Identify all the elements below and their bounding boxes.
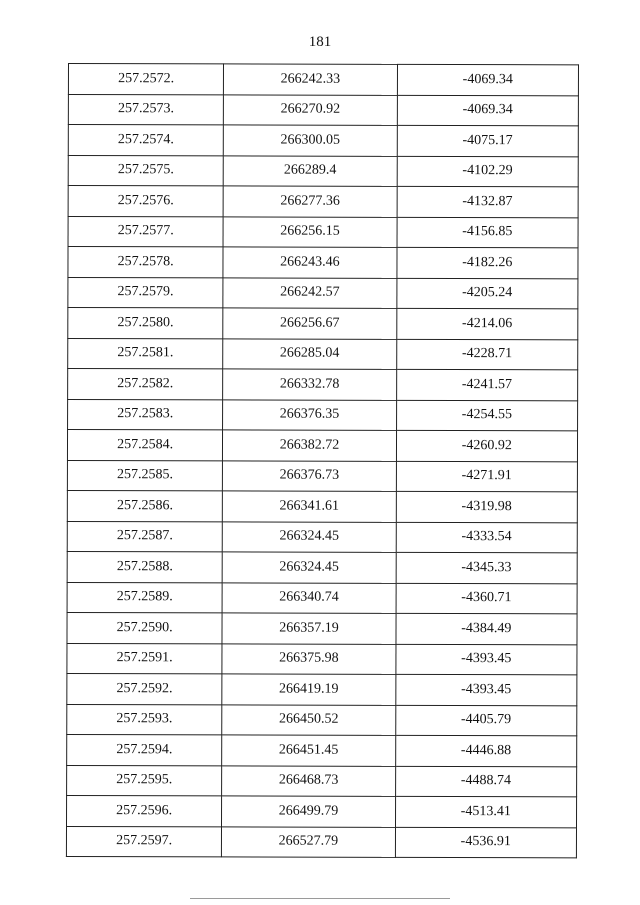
coordinate-table [66,63,579,858]
y-coordinate-cell: -4536.91 [395,827,576,858]
table-row [68,338,578,370]
y-coordinate-cell: -4513.41 [395,796,576,827]
point-id-cell: 257.2579. [68,277,223,308]
x-coordinate-cell: 266375.98 [222,643,395,674]
y-coordinate-cell: -4333.54 [396,522,577,553]
x-coordinate-cell: 266340.74 [222,582,395,613]
table-row [67,460,577,492]
table-row [67,673,577,705]
y-coordinate-cell: -4075.17 [397,125,578,156]
point-id-cell: 257.2583. [68,399,223,430]
x-coordinate-cell: 266376.73 [223,460,396,491]
table-row [67,490,577,522]
table-row [67,582,577,614]
table-row [68,186,578,218]
point-id-cell: 257.2574. [68,125,223,156]
coordinate-table-body [66,64,578,858]
point-id-cell: 257.2590. [67,612,222,643]
table-row [68,369,578,401]
y-coordinate-cell: -4360.71 [396,583,577,614]
bottom-rule [190,898,450,899]
y-coordinate-cell: -4271.91 [396,461,577,492]
table-row [68,308,578,340]
point-id-cell: 257.2576. [68,186,223,217]
x-coordinate-cell: 266376.35 [223,399,396,430]
table-row [68,64,578,96]
x-coordinate-cell: 266242.57 [223,277,396,308]
point-id-cell: 257.2577. [68,216,223,247]
point-id-cell: 257.2575. [68,155,223,186]
point-id-cell: 257.2582. [68,369,223,400]
table-row [68,247,578,279]
x-coordinate-cell: 266382.72 [223,430,396,461]
x-coordinate-cell: 266499.79 [222,796,395,827]
point-id-cell: 257.2573. [68,94,223,125]
point-id-cell: 257.2588. [67,551,222,582]
table-row [67,612,577,644]
point-id-cell: 257.2581. [68,338,223,369]
table-row [67,734,577,766]
y-coordinate-cell: -4069.34 [397,95,578,126]
y-coordinate-cell: -4102.29 [397,156,578,187]
table-row [68,155,578,187]
x-coordinate-cell: 266277.36 [223,186,396,217]
point-id-cell: 257.2572. [68,64,223,95]
y-coordinate-cell: -4182.26 [397,247,578,278]
table-row [67,643,577,675]
y-coordinate-cell: -4241.57 [396,369,577,400]
table-row [67,430,577,462]
y-coordinate-cell: -4228.71 [396,339,577,370]
x-coordinate-cell: 266527.79 [222,826,395,857]
point-id-cell: 257.2594. [67,734,222,765]
table-row [68,277,578,309]
table-row [67,704,577,736]
y-coordinate-cell: -4214.06 [396,308,577,339]
point-id-cell: 257.2585. [67,460,222,491]
x-coordinate-cell: 266324.45 [223,521,396,552]
y-coordinate-cell: -4156.85 [397,217,578,248]
table-row [67,521,577,553]
y-coordinate-cell: -4393.45 [395,674,576,705]
table-row [67,765,577,797]
page-number: 181 [308,34,332,50]
x-coordinate-cell: 266324.45 [222,552,395,583]
point-id-cell: 257.2595. [67,765,222,796]
point-id-cell: 257.2593. [67,704,222,735]
y-coordinate-cell: -4488.74 [395,766,576,797]
point-id-cell: 257.2578. [68,247,223,278]
x-coordinate-cell: 266357.19 [222,613,395,644]
y-coordinate-cell: -4405.79 [395,705,576,736]
y-coordinate-cell: -4069.34 [397,64,578,95]
x-coordinate-cell: 266270.92 [224,94,397,125]
x-coordinate-cell: 266289.4 [223,155,396,186]
y-coordinate-cell: -4254.55 [396,400,577,431]
x-coordinate-cell: 266285.04 [223,338,396,369]
y-coordinate-cell: -4132.87 [397,186,578,217]
table-row [66,826,576,858]
table-row [68,399,578,431]
x-coordinate-cell: 266243.46 [223,247,396,278]
point-id-cell: 257.2586. [67,490,222,521]
y-coordinate-cell: -4384.49 [396,613,577,644]
x-coordinate-cell: 266341.61 [223,491,396,522]
point-id-cell: 257.2596. [67,795,222,826]
x-coordinate-cell: 266451.45 [222,735,395,766]
point-id-cell: 257.2592. [67,673,222,704]
x-coordinate-cell: 266256.67 [223,308,396,339]
x-coordinate-cell: 266468.73 [222,765,395,796]
x-coordinate-cell: 266256.15 [223,216,396,247]
y-coordinate-cell: -4319.98 [396,491,577,522]
x-coordinate-cell: 266419.19 [222,674,395,705]
y-coordinate-cell: -4393.45 [396,644,577,675]
x-coordinate-cell: 266332.78 [223,369,396,400]
x-coordinate-cell: 266300.05 [224,125,397,156]
y-coordinate-cell: -4260.92 [396,430,577,461]
table-row [67,795,577,827]
table-row [67,551,577,583]
point-id-cell: 257.2584. [67,430,222,461]
y-coordinate-cell: -4345.33 [396,552,577,583]
point-id-cell: 257.2597. [66,826,221,857]
point-id-cell: 257.2580. [68,308,223,339]
table-row [68,94,578,126]
y-coordinate-cell: -4205.24 [396,278,577,309]
table-row [68,125,578,157]
point-id-cell: 257.2587. [67,521,222,552]
table-row [68,216,578,248]
x-coordinate-cell: 266450.52 [222,704,395,735]
point-id-cell: 257.2589. [67,582,222,613]
point-id-cell: 257.2591. [67,643,222,674]
x-coordinate-cell: 266242.33 [224,64,397,95]
y-coordinate-cell: -4446.88 [395,735,576,766]
